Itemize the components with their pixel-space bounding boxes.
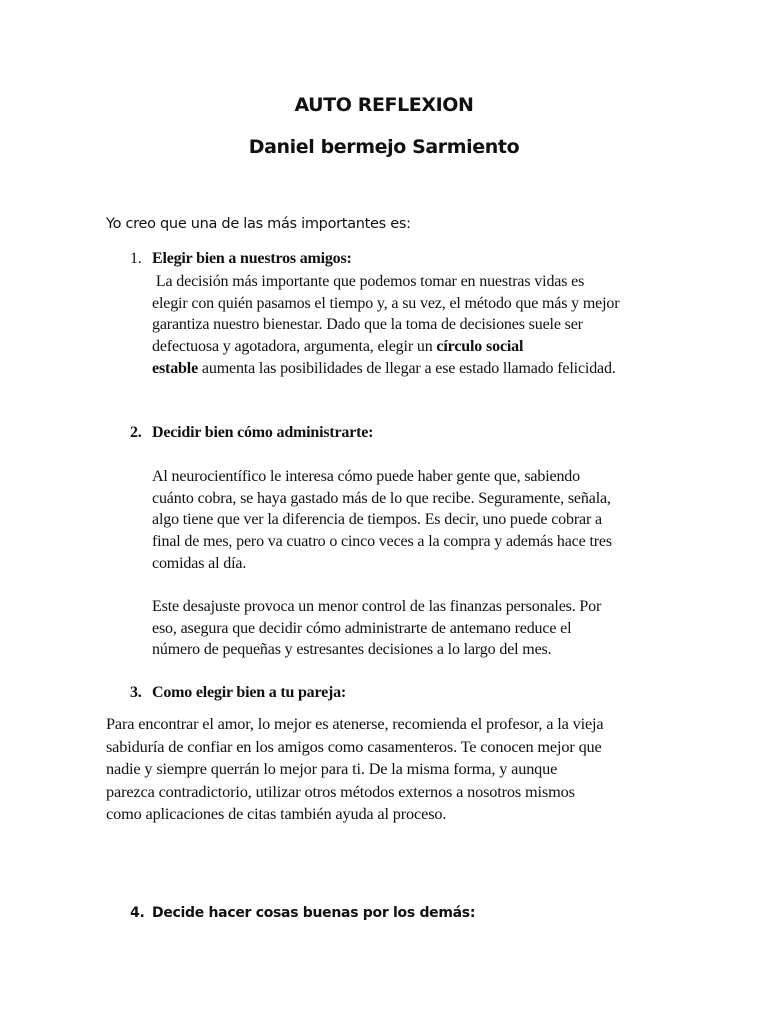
section-1-line: garantiza nuestro bienestar. Dado que la toma de decisiones suele ser bbox=[152, 316, 583, 334]
section-2-heading: Decidir bien cómo administrarte: bbox=[152, 424, 374, 441]
intro-text: Yo creo que una de las más importantes es: bbox=[106, 216, 411, 232]
section-4-number: 4. bbox=[130, 905, 145, 921]
section-3-heading: Como elegir bien a tu pareja: bbox=[152, 684, 347, 701]
section-1-line bbox=[152, 358, 619, 380]
section-4-heading: Decide hacer cosas buenas por los demás: bbox=[152, 905, 476, 921]
document-title: AUTO REFLEXION bbox=[294, 94, 474, 116]
section-2-paragraph-2 bbox=[152, 596, 601, 661]
section-2-line: Al neurocientífico le interesa cómo puede haber gente que, sabiendo bbox=[152, 468, 580, 485]
section-1-heading: Elegir bien a nuestros amigos: bbox=[152, 250, 352, 267]
section-3-body bbox=[106, 713, 604, 826]
section-3-line: sabiduría de confiar en los amigos como casamenteros. Te conocen mejor que bbox=[106, 736, 602, 756]
section-2-line: comidas al día. bbox=[152, 554, 247, 572]
section-1-body bbox=[152, 271, 619, 380]
section-1-line4-plain: defectuosa y agotadora, argumenta, elegir un bbox=[152, 338, 437, 356]
section-1-line5-bold: estable bbox=[152, 359, 199, 377]
section-2-line: eso, asegura que decidir cómo administrarte de antemano reduce el bbox=[152, 619, 572, 637]
section-2-number: 2. bbox=[130, 424, 142, 441]
section-2-line: cuánto cobra, se haya gastado más de lo que recibe. Seguramente, señala, bbox=[152, 489, 611, 507]
section-2-line: número de pequeñas y estresantes decisiones a lo largo del mes. bbox=[152, 641, 552, 659]
section-1-line bbox=[152, 336, 619, 358]
section-3-line: Para encontrar el amor, lo mejor es atenerse, recomienda el profesor, a la vieja bbox=[106, 714, 604, 733]
section-3-line: como aplicaciones de citas también ayuda al proceso. bbox=[106, 804, 447, 823]
document-author: Daniel bermejo Sarmiento bbox=[248, 136, 520, 158]
section-1-number: 1. bbox=[130, 250, 142, 267]
section-2-line: Este desajuste provoca un menor control de las finanzas personales. Por bbox=[152, 598, 602, 615]
section-2-line: algo tiene que ver la diferencia de tiempos. Es decir, uno puede cobrar a bbox=[152, 511, 602, 529]
section-3-line: parezca contradictorio, utilizar otros métodos externos a nosotros mismos bbox=[106, 781, 575, 801]
section-1-line5-plain: aumenta las posibilidades de llegar a ese estado llamado felicidad. bbox=[198, 359, 616, 377]
section-1-line: elegir con quién pasamos el tiempo y, a su vez, el método que más y mejor bbox=[152, 294, 620, 312]
section-1-line: La decisión más importante que podemos tomar en nuestras vidas es bbox=[152, 273, 585, 290]
section-3-line: nadie y siempre querrán lo mejor para ti. De la misma forma, y aunque bbox=[106, 759, 558, 778]
section-1-line4-bold: círculo social bbox=[436, 338, 524, 356]
section-3-number: 3. bbox=[130, 684, 142, 701]
section-2-line: final de mes, pero va cuatro o cinco veces a la compra y además hace tres bbox=[152, 533, 612, 551]
section-2-paragraph-1 bbox=[152, 466, 612, 575]
